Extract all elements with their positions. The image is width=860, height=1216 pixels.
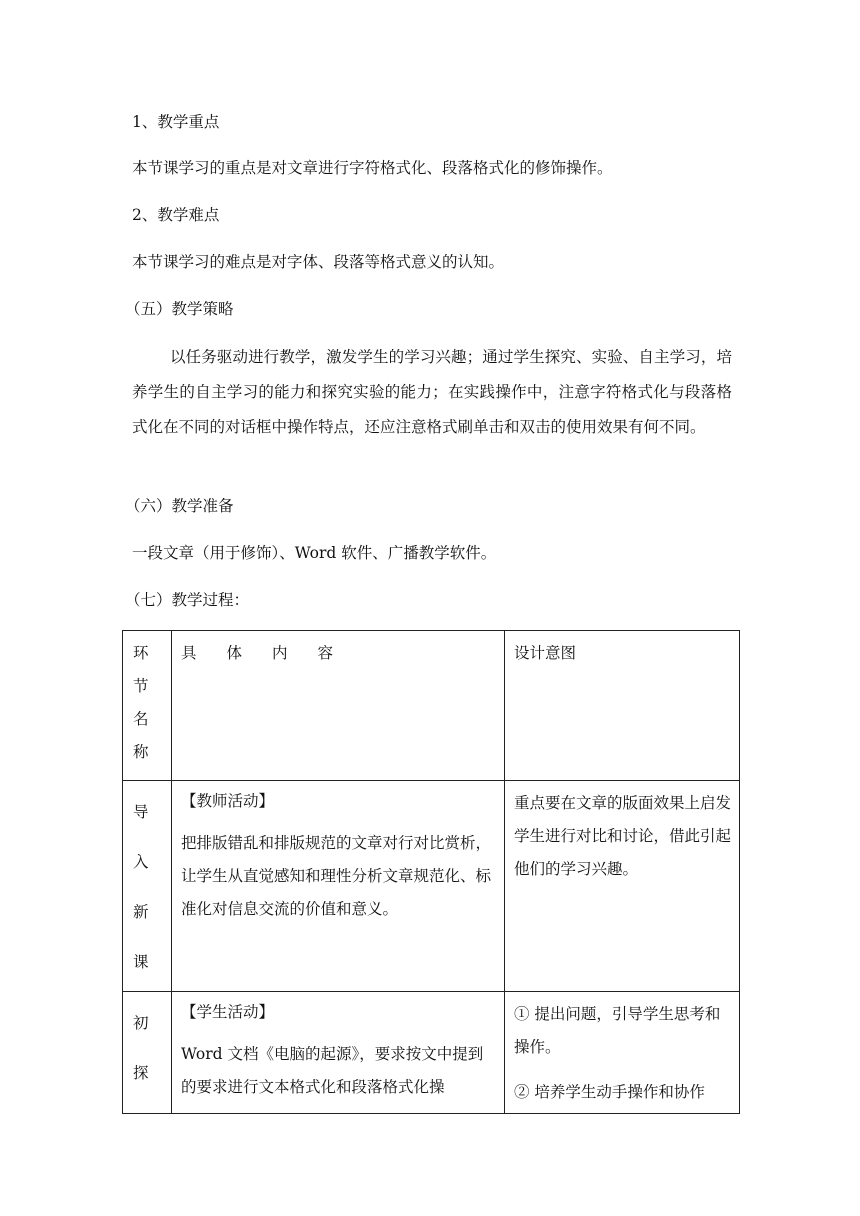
row-stage-name-cell: [123, 781, 172, 992]
key-point-text: 本节课学习的重点是对文章进行字符格式化、段落格式化的修饰操作。: [132, 159, 613, 177]
difficulty-heading: 2、教学难点: [132, 206, 220, 224]
teaching-process-table: [122, 630, 740, 1114]
stage-char: 新: [133, 903, 149, 921]
preparation-heading: （六）教学准备: [125, 497, 234, 515]
intent-text: 重点要在文章的版面效果上启发学生进行对比和讨论，借此引起他们的学习兴趣。: [514, 794, 732, 878]
intent-text: ② 培养学生动手操作和协作: [514, 1083, 705, 1101]
row-stage-name-cell: [123, 992, 172, 1114]
stage-char: 入: [133, 853, 149, 871]
intent-text: ① 提出问题，引导学生思考和操作。: [514, 1005, 721, 1056]
row-content-cell: [172, 992, 505, 1114]
stage-char: 导: [133, 803, 149, 821]
strategy-heading: （五）教学策略: [125, 300, 234, 318]
table-row: [123, 781, 740, 992]
strategy-paragraph: 以任务驱动进行教学，激发学生的学习兴趣；通过学生探究、实验、自主学习，培养学生的自主学习的能力和探究实验的能力；在实践操作中，注意字符格式化与段落格式化在不同的对话框中操作特点，还应注意格式刷单击和双击的使用效果有何不同。: [132, 348, 732, 436]
table-header-row: [123, 631, 740, 781]
stage-char: 环: [133, 644, 149, 662]
row-intent-cell: [505, 992, 740, 1114]
activity-content: 把排版错乱和排版规范的文章对行对比赏析，让学生从直觉感知和理性分析文章规范化、标准化对信息交流的价值和意义。: [181, 834, 492, 918]
difficulty-text: 本节课学习的难点是对字体、段落等格式意义的认知。: [132, 253, 505, 271]
header-intent-label: 设计意图: [514, 644, 577, 662]
header-intent-cell: [505, 631, 740, 781]
stage-char: 称: [133, 743, 149, 761]
stage-char: 探: [133, 1064, 149, 1082]
header-stage-name-cell: [123, 631, 172, 781]
activity-label: 【教师活动】: [181, 792, 275, 810]
table-row: [123, 992, 740, 1114]
key-point-heading: 1、教学重点: [132, 113, 220, 131]
stage-char: 节: [133, 677, 149, 695]
header-content-cell: [172, 631, 505, 781]
process-heading: （七）教学过程：: [125, 591, 250, 609]
stage-char: 名: [133, 710, 149, 728]
header-content-label: 具 体 内 容: [181, 644, 334, 662]
row-intent-cell: [505, 781, 740, 992]
stage-char: 初: [133, 1014, 149, 1032]
preparation-text: 一段文章（用于修饰）、Word 软件、广播教学软件。: [132, 544, 497, 562]
row-content-cell: [172, 781, 505, 992]
stage-char: 课: [133, 953, 149, 971]
activity-label: 【学生活动】: [181, 1003, 275, 1021]
activity-content: Word 文档《电脑的起源》，要求按文中提到的要求进行文本格式化和段落格式化操: [181, 1045, 484, 1096]
